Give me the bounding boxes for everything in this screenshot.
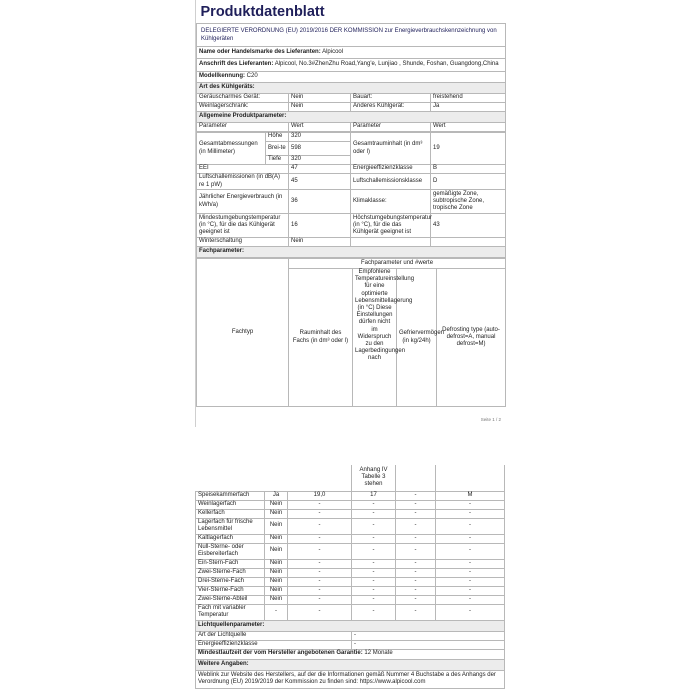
compartment-freeze-header: Gefriervermögen (in kg/24h): [397, 269, 437, 407]
min-temp-value: 16: [289, 214, 351, 238]
compartment-row: Fach mit variabler Temperatur - - - - -: [196, 604, 505, 620]
model-row: Modellkennung: C20: [197, 72, 506, 83]
height-value: 320: [289, 133, 351, 142]
winter-value: Nein: [289, 238, 351, 247]
volume-label: Gesamtrauminhalt (in dm³ oder l): [351, 133, 431, 165]
depth-value: 320: [289, 156, 351, 165]
supplier-address-value: Alpicool, No.3#ZhenZhu Road,Yang'e, Lunjiao , Shunde, Foshan, Guangdong,China: [274, 61, 499, 68]
col-value-header-2: Wert: [431, 123, 506, 132]
extra-text: Weblink zur Website des Herstellers, auf der die Informationen gemäß Nummer 4 Buchstabe a des Anhangs der Verordnung (EU) 2019/2019 der Kommission zu finden sind:: [198, 671, 496, 685]
col-param-header: Parameter: [197, 123, 289, 132]
min-temp-label: Mindestumgebungstemperatur (in °C), für die das Kühlgerät geeignet ist: [197, 214, 289, 238]
max-temp-value: 43: [431, 214, 506, 238]
compartment-row: Vier-Sterne-Fach Nein - - - -: [196, 586, 505, 595]
light-class-label: Energieeffizienzklasse: [196, 640, 352, 649]
supplier-address-row: Anschrift des Lieferanten: Alpicool, No.3#ZhenZhu Road,Yang'e, Lunjiao , Shunde, Foshan, Guangdong,China: [197, 59, 506, 72]
compartment-row: Speisekammerfach Ja 19,0 17 - M: [196, 491, 505, 500]
max-temp-label: Höchstumgebungstemperatur (in °C), für die das Kühlgerät geeignet ist: [351, 214, 431, 238]
dimensions-label: Gesamtabmessungen (in Millimeter): [197, 133, 266, 165]
climate-value: gemäßigte Zone, subtropische Zone, tropische Zone: [431, 190, 506, 214]
width-value: 598: [289, 142, 351, 156]
noise-class-value: D: [431, 174, 506, 190]
climate-label: Klimaklasse:: [351, 190, 431, 214]
general-params-header: Allgemeine Produktparameter:: [197, 112, 506, 123]
compartment-type-header: Fachtyp: [197, 259, 289, 407]
design-type-value: freistehend: [431, 94, 506, 103]
manufacturer-link[interactable]: https://www.alpicool.com: [359, 679, 426, 685]
winter-label: Winterschaltung: [197, 238, 289, 247]
warranty-value: 12 Monate: [364, 650, 393, 657]
compartment-row: Drei-Sterne-Fach Nein - - - -: [196, 577, 505, 586]
consumption-value: 36: [289, 190, 351, 214]
compartment-row: Kaltlagerfach Nein - - - -: [196, 534, 505, 543]
volume-value: 19: [431, 133, 506, 165]
other-appliance-value: Ja: [431, 103, 506, 112]
col-value-header: Wert: [289, 123, 351, 132]
energy-class-value: B: [431, 165, 506, 174]
compartment-row: Zwei-Sterne-Fach Nein - - - -: [196, 568, 505, 577]
col-param-header-2: Parameter: [351, 123, 431, 132]
regulation-text: DELEGIERTE VERORDNUNG (EU) 2019/2016 DER KOMMISSION zur Energieverbrauchskennzeichnung von Kühlgeräten: [197, 24, 506, 47]
noise-class-label: Luftschallemissionsklasse: [351, 174, 431, 190]
wine-cabinet-value: Nein: [289, 103, 351, 112]
other-appliance-label: Anderes Kühlgerät:: [351, 103, 431, 112]
width-label: Brei-te: [266, 142, 289, 156]
light-type-label: Art der Lichtquelle: [196, 631, 352, 640]
compartment-row: Ein-Stern-Fach Nein - - - -: [196, 559, 505, 568]
consumption-label: Jährlicher Energieverbrauch (in kWh/a): [197, 190, 289, 214]
compartment-header: Fachparameter:: [197, 247, 506, 258]
compartment-head-table: [196, 258, 506, 407]
extra-header: Weitere Angaben:: [196, 659, 505, 670]
light-type-value: -: [352, 631, 505, 640]
page-one: [195, 0, 505, 427]
compartment-table: [195, 465, 505, 689]
noise-label: Luftschallemissionen (in dB(A) re 1 pW): [197, 174, 289, 190]
wine-cabinet-label: Weinlagerschrank:: [197, 103, 289, 112]
page-number: Seite 1 / 2: [480, 417, 501, 422]
light-class-value: -: [352, 640, 505, 649]
warranty-label: Mindestlaufzeit der vom Hersteller angebotenen Garantie:: [198, 650, 363, 657]
extra-info: [196, 670, 505, 688]
low-noise-value: Nein: [289, 94, 351, 103]
compartment-row: Zwei-Sterne-Abteil Nein - - - -: [196, 595, 505, 604]
depth-label: Tiefe: [266, 156, 289, 165]
compartment-row: Kellerfach Nein - - - -: [196, 509, 505, 518]
supplier-name-row: Name oder Handelsmarke des Lieferanten: Alpicool: [197, 47, 506, 59]
dimensions-table: [196, 132, 506, 258]
energy-class-label: Energieeffizienzklasse: [351, 165, 431, 174]
noise-value: 45: [289, 174, 351, 190]
eei-label: EEI: [197, 165, 289, 174]
compartment-row: Null-Sterne- oder Eisbereiterfach Nein - - - -: [196, 543, 505, 559]
model-value: C20: [246, 73, 258, 80]
warranty-row: [196, 649, 505, 659]
compartment-row: Weinlagerfach Nein - - - -: [196, 500, 505, 509]
compartment-volume-header: Rauminhalt des Fachs (in dm³ oder l): [289, 269, 353, 407]
light-header: Lichtquellenparameter:: [196, 620, 505, 631]
design-type-label: Bauart:: [351, 94, 431, 103]
low-noise-label: Geräuscharmes Gerät:: [197, 94, 289, 103]
page-two: [195, 465, 504, 700]
compartment-group-header: Fachparameter und #werte: [289, 259, 506, 269]
height-label: Höhe: [266, 133, 289, 142]
eei-value: 47: [289, 165, 351, 174]
compartment-temp-header-cont: Anhang IV Tabelle 3 stehen: [352, 465, 396, 491]
compartment-temp-header: Empfohlene Temperatureinstellung für eine optimierte Lebensmittellagerung (in °C) Diese Einstellungen dürfen nicht im Widerspruch zu den Lagerbedingungen nach: [353, 269, 397, 407]
appliance-type-header: Art des Kühlgeräts:: [197, 83, 506, 94]
compartment-defrost-header: Defrosting type (auto-defrost=A, manual defrost=M): [437, 269, 506, 407]
supplier-name-value: Alpicool: [322, 48, 344, 55]
datasheet-table-top: [196, 0, 506, 132]
page-title: Produktdatenblatt: [197, 0, 506, 24]
compartment-row: Lagerfach für frische Lebensmittel Nein - - - -: [196, 518, 505, 534]
